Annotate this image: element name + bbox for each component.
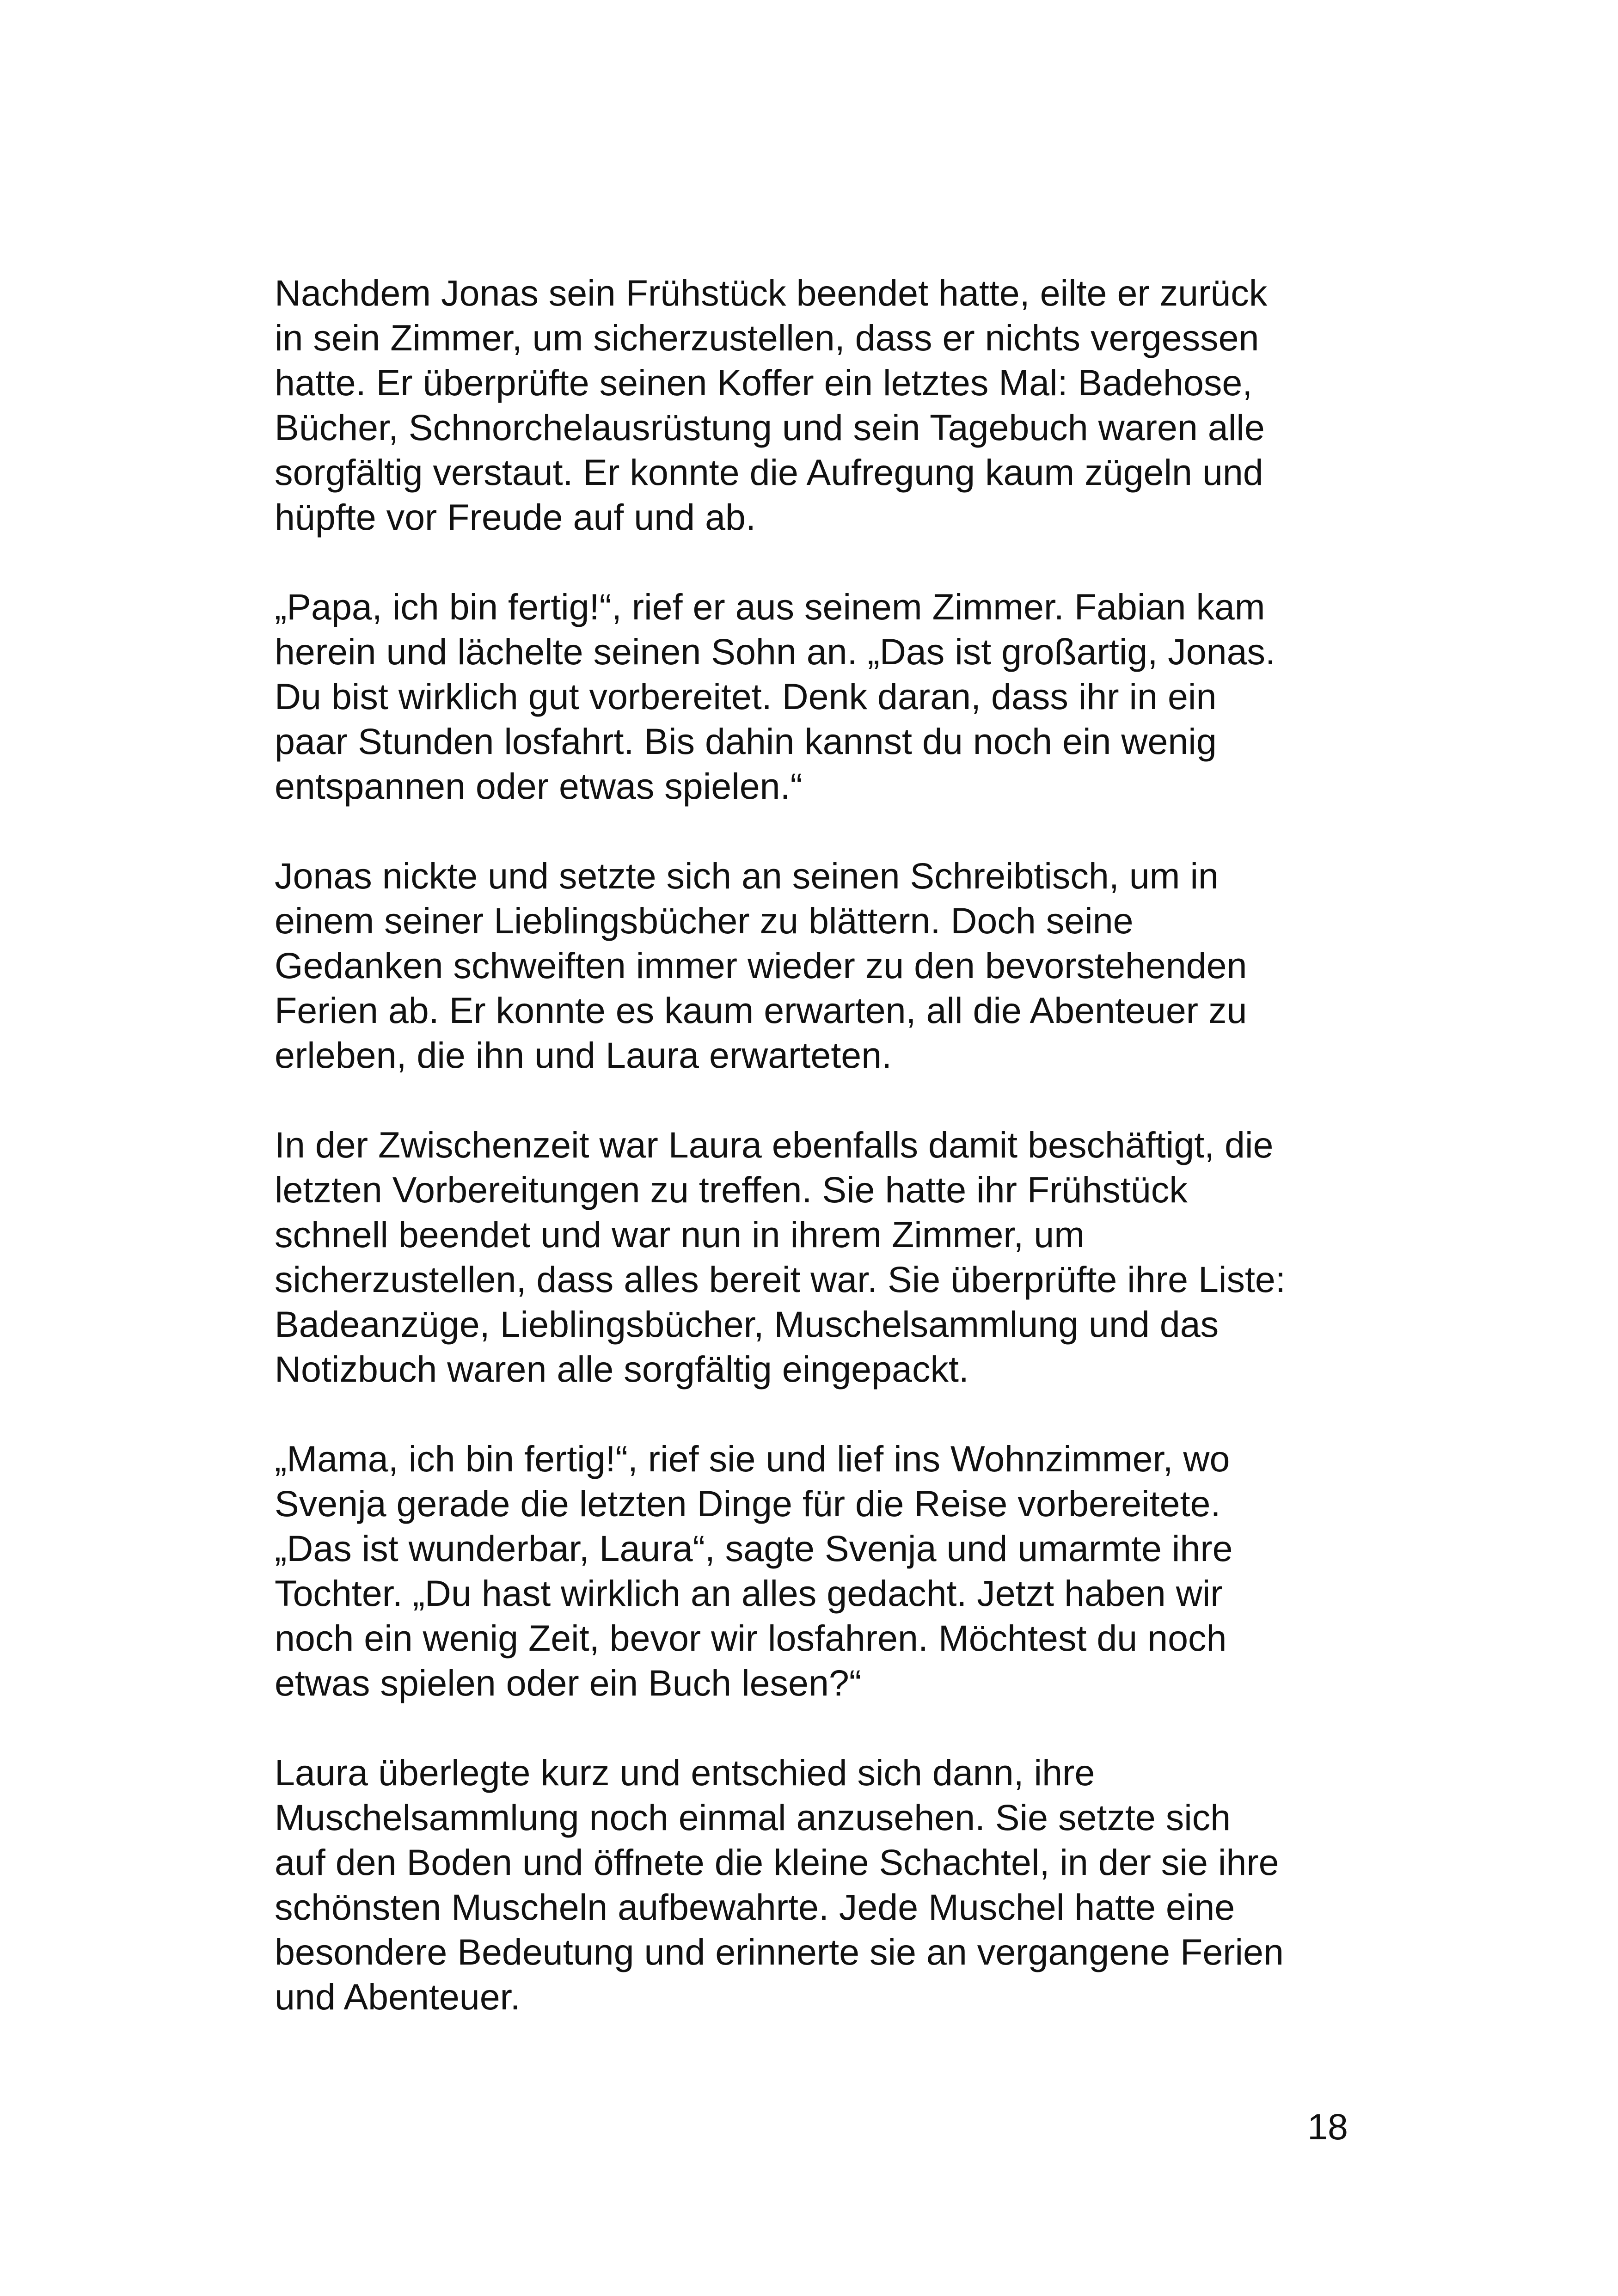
text-line: hüpfte vor Freude auf und ab.	[275, 496, 756, 538]
body-text	[275, 270, 1375, 2019]
text-line: entspannen oder etwas spielen.“	[275, 765, 803, 807]
text-line: Laura überlegte kurz und entschied sich dann, ihre	[275, 1752, 1095, 1793]
text-line: letzten Vorbereitungen zu treffen. Sie hatte ihr Frühstück	[275, 1169, 1188, 1210]
text-line: Bücher, Schnorchelausrüstung und sein Tagebuch waren alle	[275, 407, 1265, 448]
text-line: paar Stunden losfahrt. Bis dahin kannst du noch ein wenig	[275, 721, 1217, 762]
text-line: sicherzustellen, dass alles bereit war. Sie überprüfte ihre Liste:	[275, 1259, 1286, 1300]
text-line: Svenja gerade die letzten Dinge für die Reise vorbereitete.	[275, 1483, 1221, 1524]
text-line: In der Zwischenzeit war Laura ebenfalls damit beschäftigt, die	[275, 1124, 1274, 1165]
text-line: einem seiner Lieblingsbücher zu blättern. Doch seine	[275, 900, 1134, 941]
paragraph-4	[275, 1122, 1375, 1391]
text-line: besondere Bedeutung und erinnerte sie an vergangene Ferien	[275, 1931, 1284, 1972]
text-line: „Das ist wunderbar, Laura“, sagte Svenja und umarmte ihre	[275, 1528, 1233, 1569]
text-line: Muschelsammlung noch einmal anzusehen. Sie setzte sich	[275, 1797, 1231, 1838]
text-line: auf den Boden und öffnete die kleine Schachtel, in der sie ihre	[275, 1842, 1279, 1883]
text-line: in sein Zimmer, um sicherzustellen, dass er nichts vergessen	[275, 317, 1259, 358]
text-line: und Abenteuer.	[275, 1976, 521, 2017]
text-line: Notizbuch waren alle sorgfältig eingepackt.	[275, 1348, 969, 1390]
paragraph-3	[275, 853, 1375, 1078]
paragraph-1	[275, 270, 1375, 539]
text-line: Nachdem Jonas sein Frühstück beendet hatte, eilte er zurück	[275, 272, 1268, 313]
text-line: Tochter. „Du hast wirklich an alles gedacht. Jetzt haben wir	[275, 1573, 1223, 1614]
text-line: sorgfältig verstaut. Er konnte die Aufregung kaum zügeln und	[275, 452, 1263, 493]
text-line: Du bist wirklich gut vorbereitet. Denk daran, dass ihr in ein	[275, 676, 1217, 717]
text-line: Ferien ab. Er konnte es kaum erwarten, all die Abenteuer zu	[275, 990, 1247, 1031]
text-line: herein und lächelte seinen Sohn an. „Das ist großartig, Jonas.	[275, 631, 1275, 672]
text-line: Jonas nickte und setzte sich an seinen Schreibtisch, um in	[275, 855, 1219, 896]
text-line: „Mama, ich bin fertig!“, rief sie und lief ins Wohnzimmer, wo	[275, 1438, 1230, 1479]
text-line: schnell beendet und war nun in ihrem Zimmer, um	[275, 1214, 1085, 1255]
paragraph-2	[275, 584, 1375, 808]
text-line: Gedanken schweiften immer wieder zu den bevorstehenden	[275, 945, 1247, 986]
text-line: hatte. Er überprüfte seinen Koffer ein letztes Mal: Badehose,	[275, 362, 1253, 403]
paragraph-6	[275, 1750, 1375, 2019]
text-line: erleben, die ihn und Laura erwarteten.	[275, 1035, 892, 1076]
text-line: etwas spielen oder ein Buch lesen?“	[275, 1662, 862, 1703]
page-number: 18	[1307, 2106, 1348, 2147]
text-line: „Papa, ich bin fertig!“, rief er aus seinem Zimmer. Fabian kam	[275, 586, 1265, 627]
paragraph-5	[275, 1436, 1375, 1705]
text-line: Badeanzüge, Lieblingsbücher, Muschelsammlung und das	[275, 1304, 1219, 1345]
text-line: noch ein wenig Zeit, bevor wir losfahren. Möchtest du noch	[275, 1617, 1227, 1659]
text-line: schönsten Muscheln aufbewahrte. Jede Muschel hatte eine	[275, 1886, 1235, 1928]
